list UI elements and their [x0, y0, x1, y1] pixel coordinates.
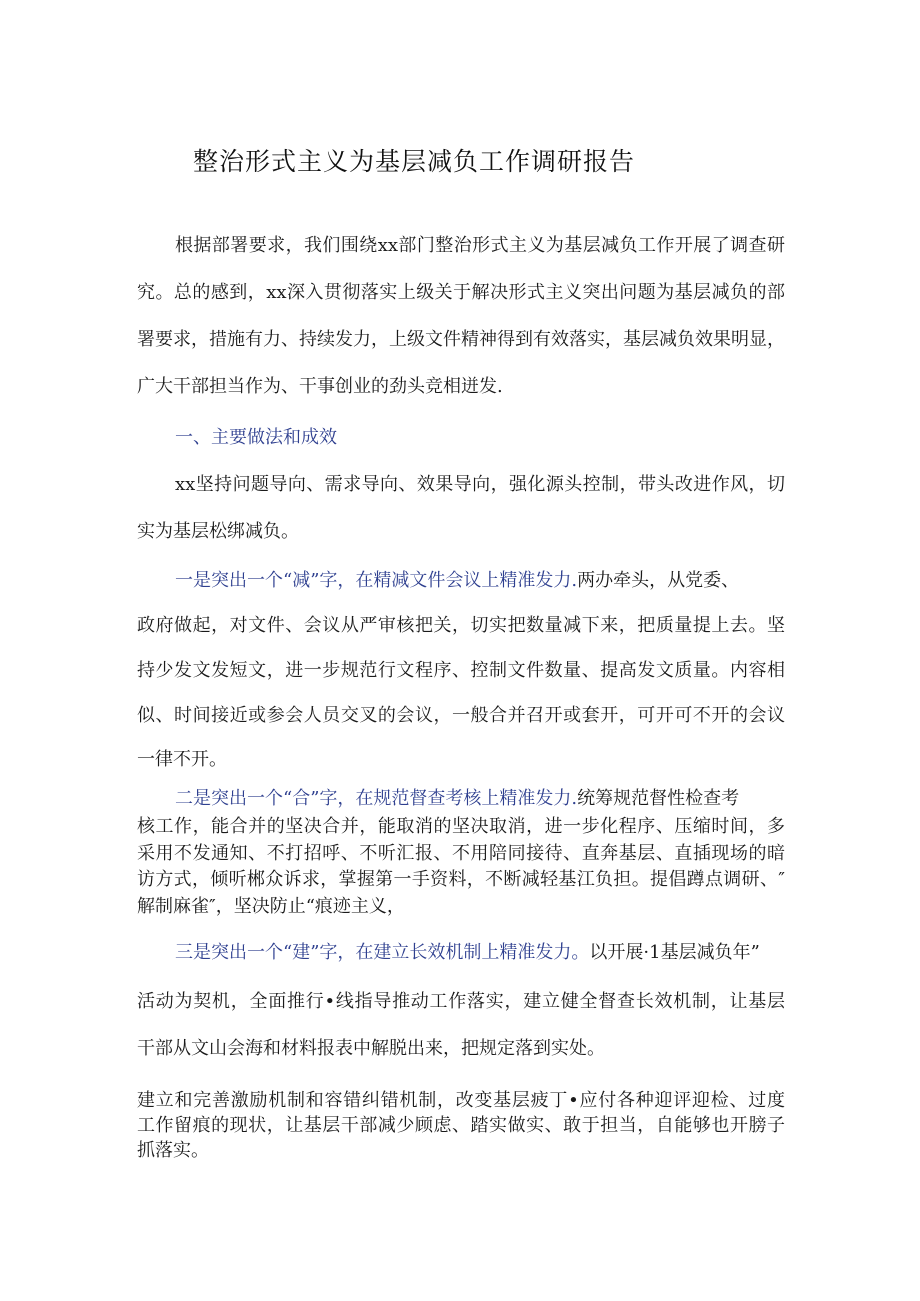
point2-line-3: 采用不发通知、不打招呼、不听汇报、不用陪同接待、直奔基层、直插现场的暗 [137, 843, 785, 864]
point1-first-line [175, 566, 739, 592]
point3-first-line [175, 938, 760, 964]
point3-lead: 三是突出一个“建”字，在建立长效机制上精准发力。 [175, 942, 590, 963]
point1-line-2: 政府做起，对文件、会议从严审核把关，切实把数量减下来，把质量提上去。坚 [137, 615, 785, 636]
point2-line-4: 访方式，倾听郴众诉求，掌握第一手资料，不断减轻基江负担。提倡蹲点调研、″ [137, 869, 785, 890]
point2-first-line [175, 784, 739, 810]
closing-line-3: 抓落实。 [137, 1140, 209, 1161]
intro-line-3: 署要求，措施有力、持续发力，上级文件精神得到有效落实，基层减负效果明显， [137, 329, 785, 350]
intro-line-4: 广大干部担当作为、干事创业的劲头竞相迸发. [137, 376, 503, 397]
point1-first-line-rest: 两办牵头，从党委、 [577, 570, 740, 591]
point2-first-line-rest: 统筹规范督性检查考 [577, 788, 740, 809]
section-intro-line-1: xx坚持问题导向、需求导向、效果导向，强化源头控制，带头改进作风，切 [175, 474, 785, 495]
section-intro-line-2: 实为基层松绑减负。 [137, 521, 299, 542]
point2-line-2: 核工作，能合并的坚决合并，能取消的坚决取消，进一步化程序、压缩时间，多 [137, 816, 785, 837]
section-heading: 一、主要做法和成效 [175, 427, 337, 448]
point3-line-2: 活动为契机，全面推行•线指导推动工作落实，建立健全督查长效机制，让基层 [137, 991, 785, 1012]
point1-lead: 一是突出一个“减”字，在精减文件会议上精准发力. [175, 570, 578, 591]
point1-line-5: 一律不开。 [137, 749, 227, 770]
point1-line-3: 持少发文发短文，进一步规范行文程序、控制文件数量、提高发文质量。内容相 [137, 660, 785, 681]
point2-lead: 二是突出一个“合”字，在规范督查考核上精准发力. [175, 788, 578, 809]
intro-line-1: 根据部署要求，我们围绕xx部门整治形式主义为基层减负工作开展了调查研 [175, 235, 785, 256]
closing-line-1: 建立和完善激励机制和容错纠错机制，改变基层疲丁•应付各种迎评迎检、过度 [137, 1090, 785, 1111]
point2-line-5: 解制麻雀″，坚决防止“痕迹主义， [137, 896, 405, 917]
closing-line-2: 工作留痕的现状，让基层干部减少顾虑、踏实做实、敢于担当，自能够也开膀子 [137, 1115, 785, 1136]
point3-line-3: 干部从文山会海和材料报表中解脱出来，把规定落到实处。 [137, 1038, 605, 1059]
point3-first-line-rest: 以开展·1基层减负年” [589, 942, 760, 963]
point1-line-4: 似、时间接近或参会人员交叉的会议，一般合并召开或套开，可开可不开的会议 [137, 705, 785, 726]
intro-line-2: 究。总的感到，xx深入贯彻落实上级关于解决形式主义突出问题为基层减负的部 [137, 282, 785, 303]
document-title: 整治形式主义为基层减负工作调研报告 [193, 147, 636, 176]
